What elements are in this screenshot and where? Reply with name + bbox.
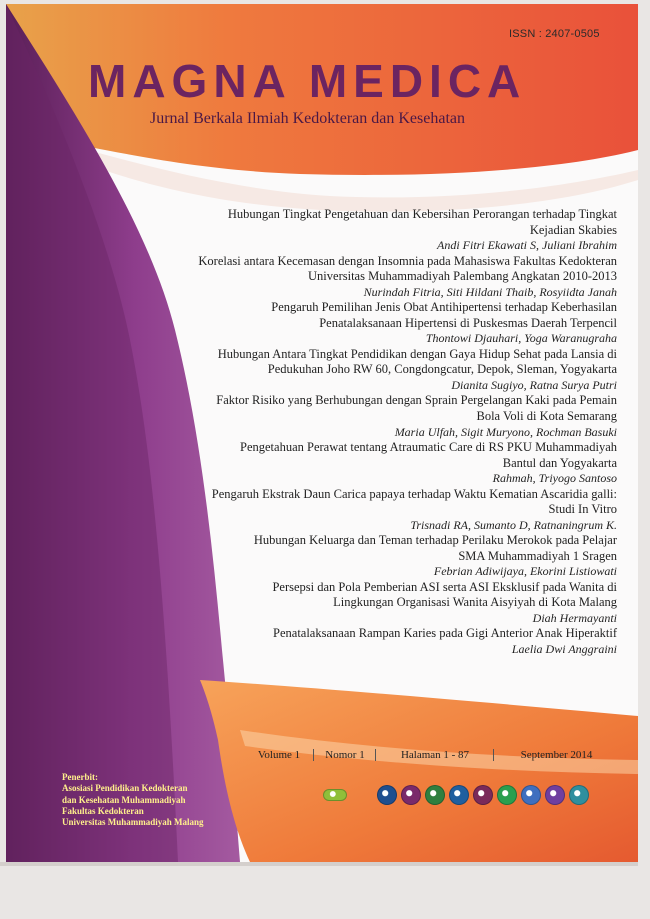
publisher-line: dan Kesehatan Muhammadiyah <box>62 794 186 805</box>
article-entry <box>105 393 617 440</box>
publisher-line: Asosiasi Pendidikan Kedokteran <box>62 783 188 794</box>
article-entry <box>105 254 617 301</box>
issue-number: Nomor 1 <box>313 749 376 761</box>
sponsor-logo-emblem <box>323 789 347 801</box>
sponsor-logo-emblem <box>569 785 589 805</box>
article-title-line: Hubungan Antara Tingkat Pendidikan dengan Gaya Hidup Sehat pada Lansia di <box>217 346 617 361</box>
article-title-line: Penatalaksanaan Hipertensi di Puskesmas Daerah Terpencil <box>319 315 617 330</box>
sponsor-logo-emblem <box>401 785 421 805</box>
article-title-line: Universitas Muhammadiyah Palembang Angkatan 2010-2013 <box>308 269 617 284</box>
article-entry <box>105 533 617 580</box>
sponsor-logo-emblem <box>425 785 445 805</box>
article-authors: Andi Fitri Ekawati S, Juliani Ibrahim <box>437 238 617 253</box>
article-authors: Rahmah, Triyogo Santoso <box>492 471 617 486</box>
article-entry <box>105 580 617 627</box>
article-entry <box>105 487 617 534</box>
article-entry <box>105 626 617 657</box>
sponsor-logos <box>323 785 593 805</box>
publisher-line: Fakultas Kedokteran <box>62 805 144 816</box>
article-title-line: Faktor Risiko yang Berhubungan dengan Sprain Pergelangan Kaki pada Pemain <box>216 393 617 408</box>
sponsor-logo-emblem <box>377 785 397 805</box>
publisher-block <box>62 772 204 828</box>
journal-title: MAGNA MEDICA <box>88 55 527 107</box>
article-entry <box>105 300 617 347</box>
table-of-contents <box>105 207 617 657</box>
sponsor-logo-emblem <box>545 785 565 805</box>
article-title-line: Persepsi dan Pola Pemberian ASI serta ASI Eksklusif pada Wanita di <box>272 579 617 594</box>
issn-label: ISSN : 2407-0505 <box>509 28 600 40</box>
article-authors: Laelia Dwi Anggraini <box>511 641 617 656</box>
article-title-line: SMA Muhammadiyah 1 Sragen <box>458 548 617 563</box>
article-title-line: Pengaruh Ekstrak Daun Carica papaya terhadap Waktu Kematian Ascaridia galli: <box>211 486 617 501</box>
journal-subtitle: Jurnal Berkala Ilmiah Kedokteran dan Kesehatan <box>150 110 465 127</box>
article-authors: Febrian Adiwijaya, Ekorini Listiowati <box>433 564 617 579</box>
article-title-line: Bola Voli di Kota Semarang <box>476 408 617 423</box>
issue-volume: Volume 1 <box>257 749 301 761</box>
article-title-line: Bantul dan Yogyakarta <box>502 455 617 470</box>
article-title-line: Pengaruh Pemilihan Jenis Obat Antihipertensi terhadap Keberhasilan <box>271 300 617 315</box>
issue-pages: Halaman 1 - 87 <box>375 749 494 761</box>
article-authors: Trisnadi RA, Sumanto D, Ratnaningrum K. <box>410 517 617 532</box>
article-entry <box>105 440 617 487</box>
article-authors: Thontowi Djauhari, Yoga Waranugraha <box>425 331 617 346</box>
sponsor-logo-emblem <box>449 785 469 805</box>
publisher-line: Penerbit: <box>62 772 98 782</box>
article-title-line: Penatalaksanaan Rampan Karies pada Gigi Anterior Anak Hiperaktif <box>273 626 617 641</box>
sponsor-logo-emblem <box>497 785 517 805</box>
article-title-line: Hubungan Keluarga dan Teman terhadap Perilaku Merokok pada Pelajar <box>253 533 617 548</box>
sponsor-logo-emblem <box>521 785 541 805</box>
article-authors: Maria Ulfah, Sigit Muryono, Rochman Basuki <box>394 424 617 439</box>
article-entry <box>105 207 617 254</box>
article-title-line: Korelasi antara Kecemasan dengan Insomnia pada Mahasiswa Fakultas Kedokteran <box>198 253 617 268</box>
article-title-line: Hubungan Tingkat Pengetahuan dan Kebersihan Perorangan terhadap Tingkat <box>227 207 617 221</box>
article-authors: Diah Hermayanti <box>532 610 617 625</box>
publisher-line: Universitas Muhammadiyah Malang <box>62 817 204 828</box>
article-title-line: Pedukuhan Joho RW 60, Congdongcatur, Depok, Sleman, Yogyakarta <box>267 362 617 377</box>
article-title-line: Pengetahuan Perawat tentang Atraumatic Care di RS PKU Muhammadiyah <box>240 439 617 454</box>
article-title-line: Studi In Vitro <box>548 502 617 517</box>
article-entry <box>105 347 617 394</box>
article-authors: Nurindah Fitria, Siti Hildani Thaib, Rosyiidta Janah <box>363 284 617 299</box>
sponsor-logo-emblem <box>473 785 493 805</box>
article-title-line: Lingkungan Organisasi Wanita Aisyiyah di Kota Malang <box>333 595 617 610</box>
article-title-line: Kejadian Skabies <box>529 222 617 237</box>
issue-date: September 2014 <box>493 749 619 761</box>
article-authors: Dianita Sugiyo, Ratna Surya Putri <box>451 377 617 392</box>
